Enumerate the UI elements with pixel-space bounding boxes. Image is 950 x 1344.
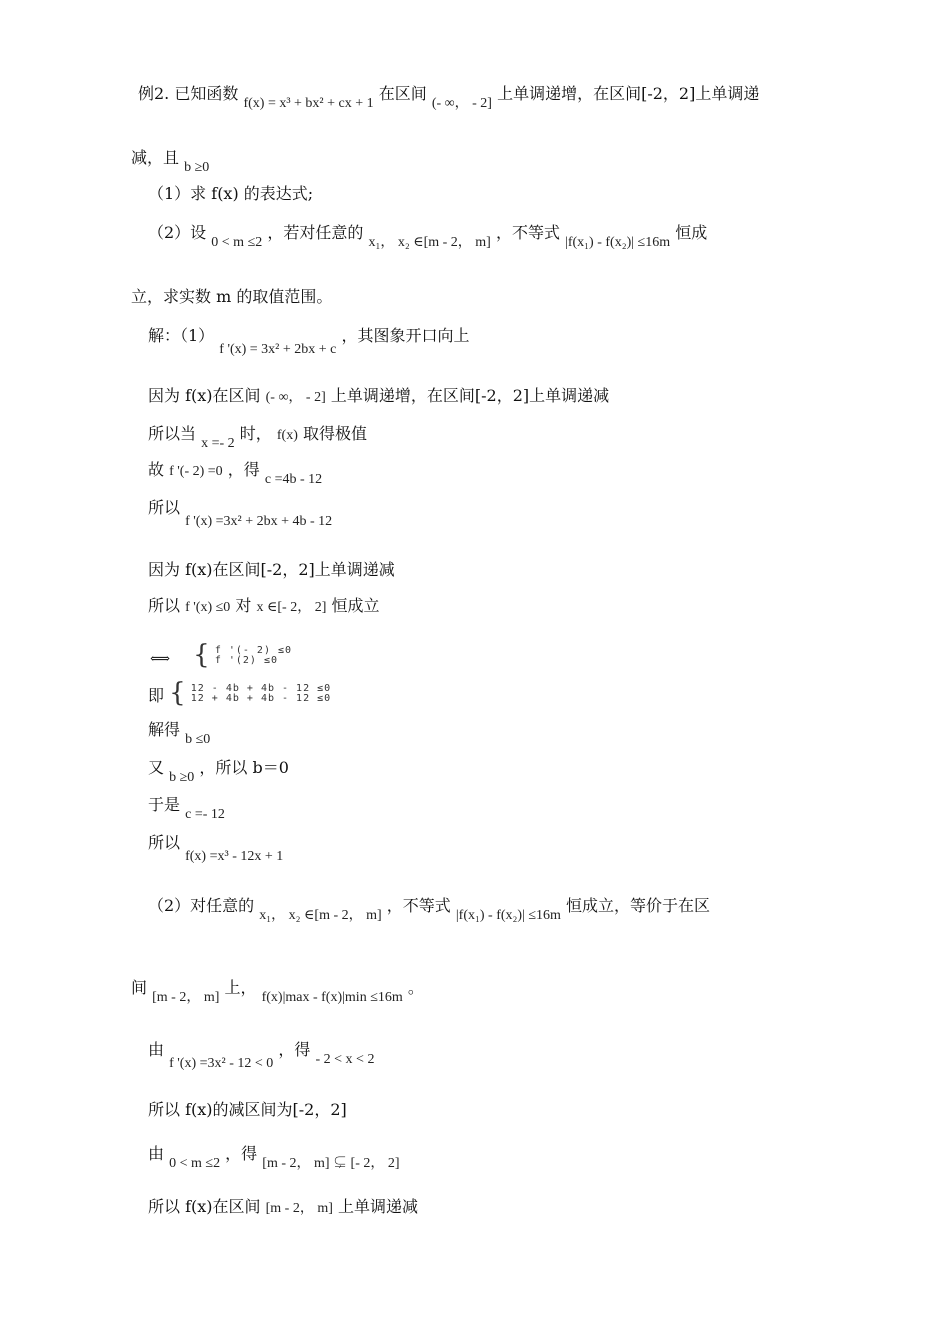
formula: f(x) =x³ - 12x + 1 bbox=[185, 849, 284, 864]
formula: [m - 2， m] bbox=[265, 1201, 333, 1216]
text: 解：（1） bbox=[148, 326, 215, 345]
formula: f(x) bbox=[276, 428, 298, 443]
text: 在区间 bbox=[378, 84, 427, 103]
left-brace: { bbox=[169, 678, 186, 708]
solution-line-9 bbox=[148, 680, 331, 706]
text: 解得 bbox=[148, 720, 181, 739]
solution-line-7 bbox=[148, 596, 379, 618]
text: （2）对任意的 bbox=[148, 896, 255, 915]
text: 恒成立，等价于在区 bbox=[566, 896, 711, 915]
text: ，若对任意的 bbox=[267, 223, 364, 242]
text: 对 bbox=[235, 596, 252, 615]
solution-line-10 bbox=[148, 720, 211, 747]
formula: f '(x) ≤0 bbox=[185, 600, 231, 615]
text: 由 bbox=[148, 1040, 165, 1059]
solution-line-1 bbox=[148, 326, 470, 357]
text: 因为 f(x)在区间[-2，2]上单调递减 bbox=[148, 560, 395, 579]
solution-part-2-line-3 bbox=[148, 1040, 375, 1071]
solution-line-8 bbox=[150, 642, 292, 670]
system-row: 12 + 4b + 4b - 12 ≤0 bbox=[190, 693, 332, 704]
text: 减，且 bbox=[131, 148, 180, 167]
formula: - 2 < x < 2 bbox=[315, 1052, 375, 1067]
formula: x ∈[- 2， 2] bbox=[256, 600, 327, 615]
text: 所以当 bbox=[148, 424, 197, 443]
formula: |f(x₁) - f(x₂)| ≤16m bbox=[565, 235, 671, 250]
formula: f '(x) =3x² - 12 < 0 bbox=[169, 1056, 274, 1071]
text: （2）设 bbox=[148, 223, 207, 242]
formula: f '(- 2) =0 bbox=[169, 464, 223, 479]
text: 上单调递增，在区间[-2，2]上单调递减 bbox=[330, 386, 610, 405]
formula: f(x) = x³ + bx² + cx + 1 bbox=[243, 96, 374, 111]
text: 上， bbox=[224, 978, 257, 997]
text: 。 bbox=[407, 978, 424, 997]
text: ，得 bbox=[227, 460, 260, 479]
text: 时， bbox=[239, 424, 272, 443]
equivalence-arrow: ⟺ bbox=[150, 652, 171, 667]
text: 又 bbox=[148, 758, 165, 777]
problem-part-1 bbox=[148, 184, 313, 204]
formula: 0 < m ≤2 bbox=[169, 1156, 221, 1171]
text: 上单调递减 bbox=[337, 1197, 418, 1216]
text: 恒成立 bbox=[331, 596, 380, 615]
equation-system bbox=[191, 684, 331, 704]
solution-line-3 bbox=[148, 424, 367, 451]
problem-line-2 bbox=[131, 148, 210, 175]
system-row: 12 - 4b + 4b - 12 ≤0 bbox=[190, 683, 332, 694]
text: 恒成 bbox=[675, 223, 708, 242]
formula: c =4b - 12 bbox=[264, 472, 323, 487]
text: （1）求 f(x) 的表达式; bbox=[148, 184, 314, 203]
text: ，得 bbox=[225, 1144, 258, 1163]
formula: [m - 2， m] ⊊ [- 2， 2] bbox=[262, 1156, 400, 1171]
solution-line-2 bbox=[148, 386, 609, 408]
system-row: f '(- 2) ≤0 bbox=[214, 645, 293, 656]
solution-part-2-line-1 bbox=[148, 896, 711, 923]
text: 所以 bbox=[148, 833, 181, 852]
solution-part-2-line-2 bbox=[131, 978, 424, 1005]
text: ，得 bbox=[278, 1040, 311, 1059]
formula: b ≤0 bbox=[185, 732, 211, 747]
formula: x₁， x₂ ∈[m - 2， m] bbox=[368, 235, 491, 250]
system-row: f '(2) ≤0 bbox=[214, 655, 278, 666]
solution-line-5 bbox=[148, 498, 333, 529]
formula: (- ∞， - 2] bbox=[431, 96, 492, 111]
formula: 0 < m ≤2 bbox=[211, 235, 263, 250]
left-brace: { bbox=[193, 640, 210, 670]
solution-part-2-line-6 bbox=[148, 1197, 418, 1219]
text: ，其图象开口向上 bbox=[341, 326, 470, 345]
formula: b ≥0 bbox=[184, 160, 210, 175]
text: 立，求实数 m 的取值范围。 bbox=[131, 287, 333, 306]
text: 所以 bbox=[148, 498, 181, 517]
text: 因为 f(x)在区间 bbox=[148, 386, 261, 405]
solution-part-2-line-4 bbox=[148, 1100, 347, 1120]
formula: x₁， x₂ ∈[m - 2， m] bbox=[259, 908, 382, 923]
text: 间 bbox=[131, 978, 148, 997]
equation-system bbox=[215, 646, 292, 666]
text: 于是 bbox=[148, 795, 181, 814]
formula: [m - 2， m] bbox=[152, 990, 220, 1005]
formula: x =- 2 bbox=[201, 436, 235, 451]
text: ，不等式 bbox=[495, 223, 560, 242]
text: 例2. 已知函数 bbox=[138, 84, 239, 103]
formula: (- ∞， - 2] bbox=[265, 390, 326, 405]
solution-line-11 bbox=[148, 758, 289, 785]
problem-line-1 bbox=[138, 84, 760, 111]
formula: c =- 12 bbox=[185, 807, 225, 822]
formula: f '(x) =3x² + 2bx + 4b - 12 bbox=[185, 514, 333, 529]
text: 上单调递增，在区间[-2，2]上单调递 bbox=[497, 84, 760, 103]
formula: b ≥0 bbox=[169, 770, 195, 785]
solution-line-4 bbox=[148, 460, 323, 487]
text: 取得极值 bbox=[302, 424, 367, 443]
solution-line-12 bbox=[148, 795, 225, 822]
text: 即 bbox=[148, 686, 165, 705]
problem-part-2 bbox=[148, 223, 708, 250]
formula: |f(x₁) - f(x₂)| ≤16m bbox=[455, 908, 561, 923]
solution-part-2-line-5 bbox=[148, 1144, 400, 1171]
solution-line-6 bbox=[148, 560, 395, 580]
solution-line-13 bbox=[148, 833, 284, 864]
text: ，不等式 bbox=[386, 896, 451, 915]
text: 故 bbox=[148, 460, 165, 479]
text: 所以 bbox=[148, 596, 181, 615]
formula: f '(x) = 3x² + 2bx + c bbox=[219, 342, 337, 357]
formula: f(x)|max - f(x)|min ≤16m bbox=[261, 990, 403, 1005]
text: 所以 f(x)在区间 bbox=[148, 1197, 261, 1216]
text: 由 bbox=[148, 1144, 165, 1163]
text: 所以 f(x)的减区间为[-2，2] bbox=[148, 1100, 347, 1119]
problem-part-2-end bbox=[131, 287, 332, 307]
text: ，所以 b＝0 bbox=[199, 758, 289, 777]
